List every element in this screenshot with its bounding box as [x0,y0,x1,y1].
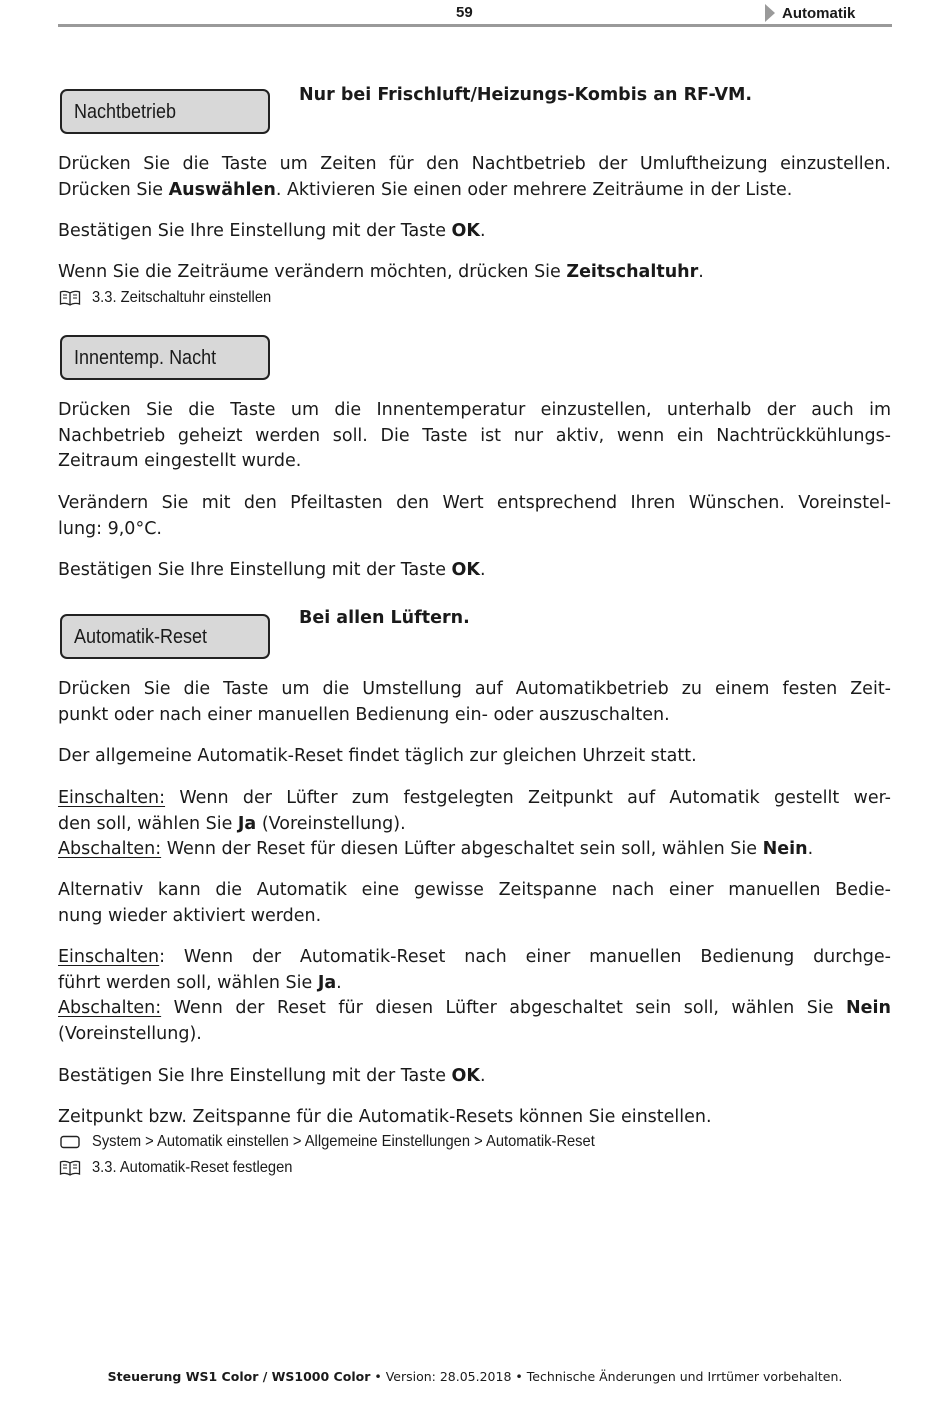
header-rule [58,24,892,27]
page-number: 59 [456,4,473,21]
automatik-reset-note: Bei allen Lüftern. [299,608,470,628]
footer-version: Version: 28.05.2018 [385,1369,512,1384]
bold-term: Nein [846,998,891,1018]
automatik-reset-paragraph-1 [58,677,891,728]
automatik-reset-button-illustration [60,614,270,659]
text-line: punkt oder nach einer manuellen Bedienung ein- oder auszuschalten. [58,704,670,725]
text-line: (Voreinstellung). [58,1023,202,1044]
book-icon [58,289,82,307]
automatik-reset-button-label: Automatik-Reset [74,626,208,648]
bold-term: OK [451,560,480,580]
bold-term: Nein [762,839,808,859]
text-line: den soll, wählen Sie Ja (Voreinstellung). [58,813,406,834]
automatik-reset-paragraph-2: Der allgemeine Automatik-Reset findet täglich zur gleichen Uhrzeit statt. [58,746,697,766]
nachtbetrieb-note: Nur bei Frischluft/Heizungs-Kombis an RF-VM. [299,85,753,105]
bold-term: Ja [317,972,337,993]
bold-term: Auswählen [168,179,276,200]
text-line: Drücken Sie die Taste um die Innentemperatur einzustellen, unterhalb der auch im [58,400,891,420]
innentemp-paragraph-2 [58,491,891,542]
text-line: Verändern Sie mit den Pfeiltasten den Wert entsprechend Ihren Wünschen. Voreinstel- [58,493,891,513]
bold-term: Zeitschaltuhr [566,262,699,282]
nachtbetrieb-paragraph-2: Bestätigen Sie Ihre Einstellung mit der Taste OK. [58,221,486,241]
reference-text: 3.3. Zeitschaltuhr einstellen [92,289,272,306]
text-line: lung: 9,0°C. [58,518,162,539]
menu-path-icon [58,1133,82,1151]
underlined-term: Einschalten [58,947,160,967]
text-line: Drücken Sie die Taste um die Umstellung auf Automatikbetrieb zu einem festen Zeit- [58,679,891,699]
book-icon [58,1159,82,1177]
innentemp-paragraph-3: Bestätigen Sie Ihre Einstellung mit der Taste OK. [58,560,486,580]
bold-term: Ja [237,813,257,834]
text-line: Alternativ kann die Automatik eine gewisse Zeitspanne nach einer manuellen Bedie- [58,880,891,900]
text-line: Abschalten: Wenn der Reset für diesen Lüfter abgeschaltet sein soll, wählen Sie Nein. [58,839,814,859]
nachtbetrieb-paragraph-3: Wenn Sie die Zeiträume verändern möchten, drücken Sie Zeitschaltuhr. [58,262,704,282]
text-line: Nachbetrieb geheizt werden soll. Die Taste ist nur aktiv, wenn ein Nachtrückkühlungs- [58,425,891,446]
menu-path-text: System > Automatik einstellen > Allgemeine Einstellungen > Automatik-Reset [92,1133,595,1150]
bold-term: OK [451,1066,480,1086]
nachtbetrieb-paragraph-1 [58,152,891,203]
cross-reference [58,289,287,307]
innentemp-nacht-button-illustration [60,335,270,380]
underlined-term: Abschalten: [58,839,162,859]
text-line: nung wieder aktiviert werden. [58,905,322,926]
automatik-reset-paragraph-7: Zeitpunkt bzw. Zeitspanne für die Automatik-Resets können Sie einstellen. [58,1107,712,1127]
text-line: Drücken Sie die Taste um Zeiten für den Nachtbetrieb der Umluftheizung einzustellen. [58,154,891,174]
underlined-term: Einschalten: [58,788,166,808]
nachtbetrieb-button-label: Nachtbetrieb [74,101,177,123]
innentemp-nacht-button-label: Innentemp. Nacht [74,347,217,369]
automatik-reset-paragraph-4 [58,878,891,929]
automatik-reset-paragraph-5 [58,945,891,1047]
footer-disclaimer: Technische Änderungen und Irrtümer vorbehalten. [526,1369,843,1384]
triangle-icon [765,4,775,22]
cross-reference [58,1159,310,1177]
automatik-reset-paragraph-6: Bestätigen Sie Ihre Einstellung mit der Taste OK. [58,1066,486,1086]
text-line: Einschalten: Wenn der Automatik-Reset nach einer manuellen Bedienung durchge- [58,947,891,967]
text-line: führt werden soll, wählen Sie Ja. [58,972,342,993]
innentemp-paragraph-1 [58,398,891,475]
automatik-reset-paragraph-3 [58,786,891,863]
footer-product: Steuerung WS1 Color / WS1000 Color [107,1369,371,1384]
bold-term: OK [451,221,480,241]
chapter-marker [765,4,855,22]
text-line: Abschalten: Wenn der Reset für diesen Lüfter abgeschaltet sein soll, wählen Sie Nein [58,998,891,1018]
underlined-term: Abschalten: [58,998,162,1018]
reference-text: 3.3. Automatik-Reset festlegen [92,1159,293,1176]
text-line: Einschalten: Wenn der Lüfter zum festgelegten Zeitpunkt auf Automatik gestellt wer- [58,788,891,808]
chapter-title: Automatik [782,4,856,22]
menu-path [58,1133,639,1151]
text-line: Drücken Sie Auswählen. Aktivieren Sie einen oder mehrere Zeiträume in der Liste. [58,179,793,200]
nachtbetrieb-button-illustration [60,89,270,134]
page-footer: Steuerung WS1 Color / WS1000 Color • Version: 28.05.2018 • Technische Änderungen und Irrtümer vorbehalten. [107,1369,843,1384]
text-line: Zeitraum eingestellt wurde. [58,451,302,471]
